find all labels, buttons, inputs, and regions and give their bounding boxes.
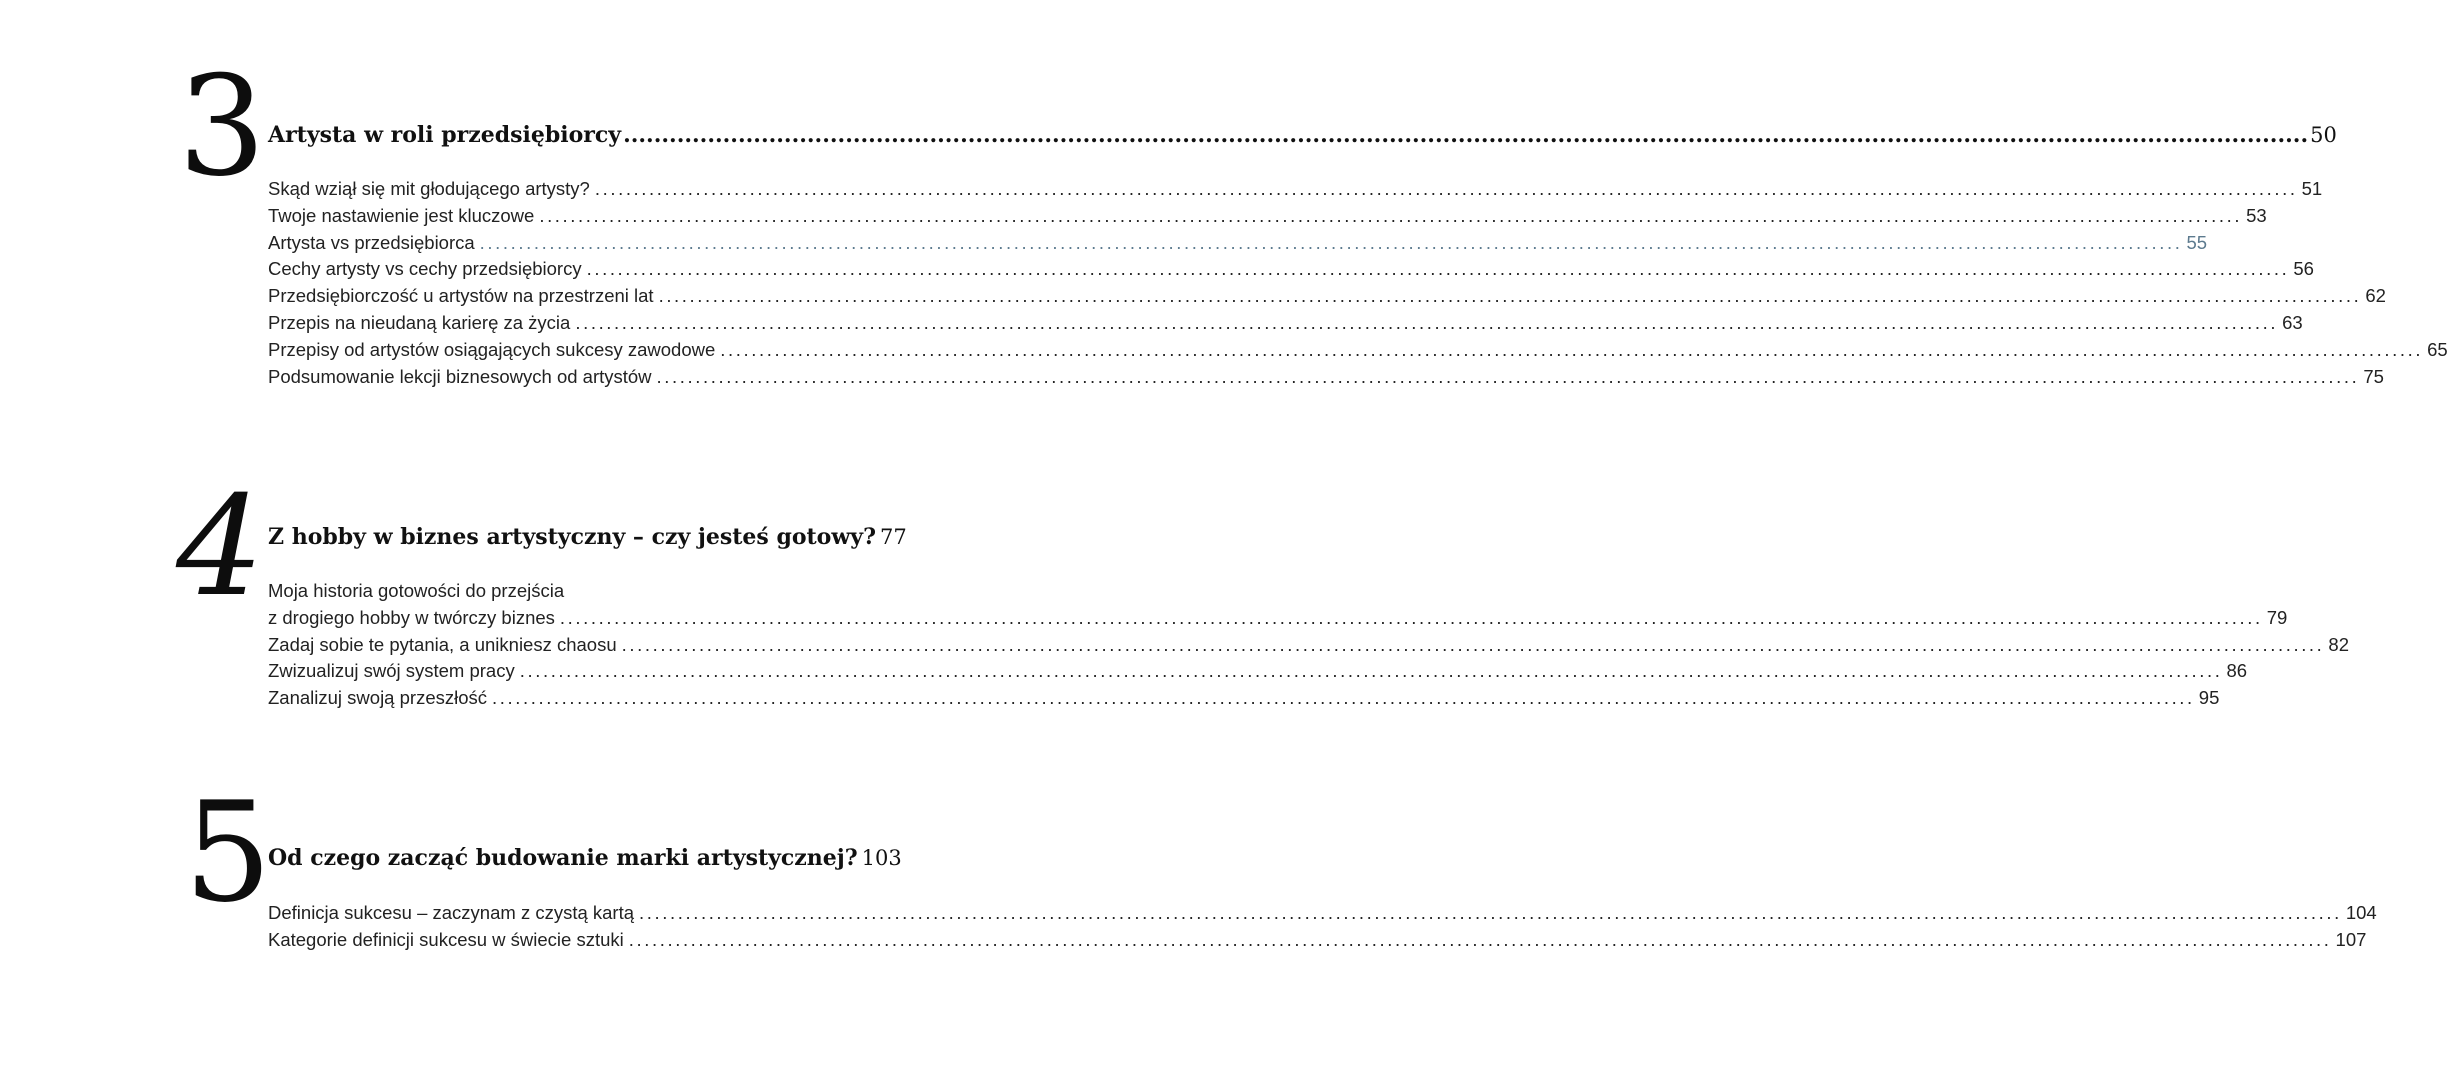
chapter-page-number: 77 <box>879 525 907 549</box>
toc-entry[interactable] <box>268 283 2386 310</box>
dot-leader: ............................................................................................................................................................................................................................ <box>586 258 2290 280</box>
dot-leader: ............................................................................................................................................................................................................................ <box>656 365 2360 387</box>
dot-leader: ............................................................................................................................................................................................................................ <box>559 606 2263 628</box>
chapter-title[interactable] <box>268 845 902 871</box>
toc-entry-title: Zwizualizuj swój system pracy <box>268 660 515 682</box>
toc-entry-title: Definicja sukcesu – zaczynam z czystą kartą <box>268 902 635 923</box>
dot-leader: ............................................................................................................................................................................................................................ <box>658 285 2362 307</box>
toc-entry-title: Przepis na nieudaną karierę za życia <box>268 311 571 333</box>
toc-entry-page: 65 <box>2427 338 2448 360</box>
toc-entry-title: Przedsiębiorczość u artystów na przestrzeni lat <box>268 285 654 307</box>
toc-entry-page: 82 <box>2328 633 2349 655</box>
chapter-title-text: Od czego zacząć budowanie marki artystycznej? <box>268 845 858 871</box>
dot-leader: ............................................................................................................................................................................................................................ <box>639 902 2342 923</box>
toc-entry-title: z drogiego hobby w twórczy biznes <box>268 606 555 628</box>
toc-entry-list <box>268 578 2349 712</box>
toc-entry[interactable] <box>268 310 2303 337</box>
dot-leader: ............................................................................................................................................................................................................................ <box>621 633 2325 655</box>
toc-entry-list <box>268 900 2377 954</box>
toc-entry-highlighted[interactable] <box>268 230 2208 257</box>
toc-entry-title: Zanalizuj swoją przeszłość <box>268 687 488 709</box>
toc-entry[interactable] <box>268 364 2384 391</box>
toc-entry-page: 55 <box>2186 231 2208 253</box>
toc-entry-page: 104 <box>2345 902 2377 923</box>
toc-entry-title: Skąd wziął się mit głodującego artysty? <box>268 178 590 199</box>
dot-leader: ............................................................................................................................................................................................................................ <box>479 231 2183 253</box>
chapter-page-number: 103 <box>861 846 902 870</box>
toc-entry-list <box>268 176 2448 390</box>
toc-entry-title: Moja historia gotowości do przejścia <box>268 580 565 601</box>
toc-entry[interactable] <box>268 685 2220 712</box>
toc-entry-title: Przepisy od artystów osiągających sukcesy zawodowe <box>268 338 716 360</box>
chapter-title[interactable] <box>268 524 907 550</box>
dot-leader: ............................................................................................................................................................................................................................ <box>575 311 2279 333</box>
chapter-number: 4 <box>176 466 264 627</box>
toc-entry[interactable] <box>268 927 2367 954</box>
toc-entry-page: 79 <box>2266 606 2288 628</box>
toc-entry-title: Podsumowanie lekcji biznesowych od artystów <box>268 365 652 387</box>
toc-entry[interactable] <box>268 578 838 605</box>
toc-entry-page: 75 <box>2363 365 2384 387</box>
dot-leader: ............................................................................................................................................................................................................................ <box>628 928 2332 950</box>
toc-entry[interactable] <box>268 900 2377 927</box>
toc-entry-page: 56 <box>2293 258 2314 280</box>
toc-entry-title: Twoje nastawienie jest kluczowe <box>268 204 535 226</box>
dot-leader: ............................................................................................................................................................................................................................ <box>623 122 2309 148</box>
toc-entry[interactable] <box>268 337 2448 364</box>
toc-entry[interactable] <box>268 658 2248 685</box>
dot-leader: ............................................................................................................................................................................................................................ <box>519 660 2223 682</box>
toc-entry-page: 53 <box>2246 204 2267 226</box>
dot-leader: ............................................................................................................................................................................................................................ <box>539 204 2243 226</box>
toc-entry-page: 107 <box>2335 928 2367 950</box>
toc-entry-title: Kategorie definicji sukcesu w świecie sztuki <box>268 928 624 950</box>
toc-entry-page: 86 <box>2226 660 2248 682</box>
toc-entry[interactable] <box>268 203 2267 230</box>
toc-entry-page: 95 <box>2198 687 2220 709</box>
toc-entry[interactable] <box>268 605 2288 632</box>
toc-entry-title: Cechy artysty vs cechy przedsiębiorcy <box>268 258 582 280</box>
chapter-title[interactable] <box>268 122 2337 148</box>
toc-entry[interactable] <box>268 632 2349 659</box>
toc-entry-page: 62 <box>2365 285 2386 307</box>
toc-entry[interactable] <box>268 256 2314 283</box>
dot-leader: ............................................................................................................................................................................................................................ <box>594 178 2298 199</box>
chapter-number: 3 <box>178 46 266 207</box>
toc-entry-page: 63 <box>2282 311 2303 333</box>
toc-entry-page: 51 <box>2301 178 2323 199</box>
chapter-title-text: Artysta w roli przedsiębiorcy <box>268 122 622 148</box>
chapter-number: 5 <box>184 772 272 933</box>
chapter-title-text: Z hobby w biznes artystyczny – czy jesteś gotowy? <box>268 524 876 550</box>
toc-entry[interactable] <box>268 176 2323 203</box>
toc-entry-title: Artysta vs przedsiębiorca <box>268 231 475 253</box>
dot-leader: ............................................................................................................................................................................................................................ <box>720 338 2424 360</box>
toc-entry-title: Zadaj sobie te pytania, a unikniesz chaosu <box>268 633 617 655</box>
chapter-page-number: 50 <box>2310 123 2337 147</box>
dot-leader: ............................................................................................................................................................................................................................ <box>492 687 2195 709</box>
